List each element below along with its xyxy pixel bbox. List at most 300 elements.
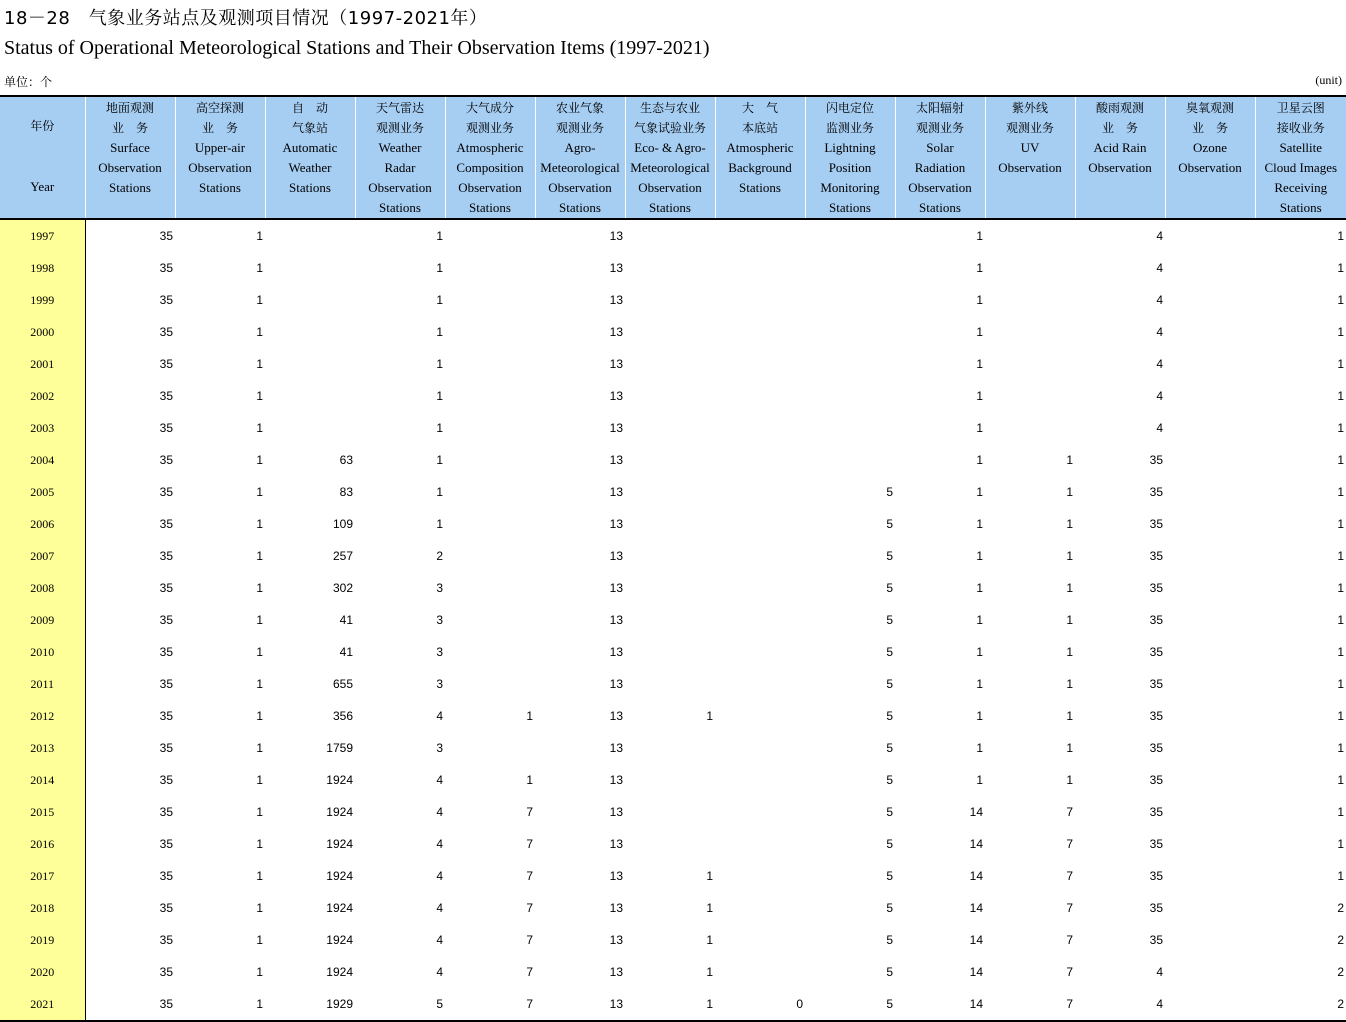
year-cell: 2004 [0, 444, 85, 476]
value-cell [1165, 412, 1255, 444]
value-cell: 1 [1255, 828, 1346, 860]
value-cell: 1 [175, 540, 265, 572]
value-cell [625, 412, 715, 444]
value-cell: 41 [265, 636, 355, 668]
value-cell: 1 [175, 252, 265, 284]
value-cell: 7 [985, 924, 1075, 956]
header-label-cn: 农业气象 观测业务 [536, 98, 625, 138]
value-cell [715, 956, 805, 988]
value-cell [625, 828, 715, 860]
value-cell: 1 [445, 764, 535, 796]
value-cell [715, 508, 805, 540]
value-cell [445, 668, 535, 700]
value-cell [265, 284, 355, 316]
table-row [0, 348, 1346, 380]
value-cell [715, 700, 805, 732]
value-cell: 35 [85, 764, 175, 796]
value-cell: 1 [895, 732, 985, 764]
table-body [0, 219, 1346, 1021]
value-cell: 1 [175, 412, 265, 444]
value-cell: 4 [1075, 284, 1165, 316]
value-cell: 0 [715, 988, 805, 1021]
value-cell: 1 [355, 284, 445, 316]
value-cell [805, 284, 895, 316]
year-cell: 2005 [0, 476, 85, 508]
value-cell: 35 [85, 604, 175, 636]
table-row [0, 316, 1346, 348]
value-cell [985, 380, 1075, 412]
value-cell: 2 [1255, 956, 1346, 988]
year-cell: 2006 [0, 508, 85, 540]
year-cell: 2003 [0, 412, 85, 444]
value-cell: 1 [985, 700, 1075, 732]
value-cell [1165, 796, 1255, 828]
value-cell [625, 668, 715, 700]
table-row [0, 732, 1346, 764]
header-col-7 [625, 96, 715, 219]
value-cell [985, 252, 1075, 284]
year-cell: 2011 [0, 668, 85, 700]
value-cell [715, 764, 805, 796]
value-cell: 4 [1075, 956, 1165, 988]
value-cell: 1 [355, 380, 445, 412]
value-cell: 13 [535, 252, 625, 284]
value-cell: 1 [895, 412, 985, 444]
value-cell [1165, 348, 1255, 380]
value-cell: 35 [85, 572, 175, 604]
value-cell: 7 [445, 860, 535, 892]
table-row [0, 284, 1346, 316]
value-cell [985, 219, 1075, 252]
value-cell: 1 [355, 348, 445, 380]
value-cell: 1 [1255, 732, 1346, 764]
value-cell: 1 [895, 604, 985, 636]
value-cell: 1 [985, 476, 1075, 508]
value-cell [715, 380, 805, 412]
value-cell: 7 [445, 828, 535, 860]
value-cell: 14 [895, 796, 985, 828]
value-cell: 1924 [265, 764, 355, 796]
value-cell [1165, 540, 1255, 572]
value-cell: 35 [85, 444, 175, 476]
value-cell: 5 [355, 988, 445, 1021]
value-cell [1165, 316, 1255, 348]
year-cell: 2009 [0, 604, 85, 636]
value-cell: 35 [85, 284, 175, 316]
table-header-row [0, 96, 1346, 219]
value-cell [1165, 476, 1255, 508]
year-cell: 2002 [0, 380, 85, 412]
value-cell: 1 [175, 860, 265, 892]
value-cell [445, 476, 535, 508]
value-cell: 13 [535, 700, 625, 732]
value-cell [715, 476, 805, 508]
value-cell: 35 [1075, 860, 1165, 892]
value-cell: 35 [1075, 508, 1165, 540]
unit-label-english: (unit) [1315, 73, 1342, 88]
value-cell: 63 [265, 444, 355, 476]
value-cell [1165, 700, 1255, 732]
year-cell: 2014 [0, 764, 85, 796]
value-cell: 4 [1075, 219, 1165, 252]
value-cell: 5 [805, 700, 895, 732]
header-col-1 [85, 96, 175, 219]
header-label-en: Acid Rain Observation [1076, 138, 1165, 178]
year-cell: 2015 [0, 796, 85, 828]
value-cell: 4 [1075, 412, 1165, 444]
year-cell: 1997 [0, 219, 85, 252]
value-cell [715, 732, 805, 764]
value-cell: 35 [1075, 476, 1165, 508]
value-cell: 1 [895, 700, 985, 732]
value-cell [715, 219, 805, 252]
value-cell: 7 [985, 988, 1075, 1021]
value-cell: 1 [1255, 476, 1346, 508]
value-cell: 1 [895, 444, 985, 476]
value-cell [715, 284, 805, 316]
value-cell [715, 636, 805, 668]
value-cell [1165, 508, 1255, 540]
year-cell: 2017 [0, 860, 85, 892]
value-cell: 1 [985, 444, 1075, 476]
value-cell: 13 [535, 412, 625, 444]
value-cell [985, 348, 1075, 380]
value-cell: 1 [1255, 380, 1346, 412]
value-cell: 1929 [265, 988, 355, 1021]
header-label-en: Lightning Position Monitoring Stations [806, 138, 895, 218]
value-cell: 13 [535, 892, 625, 924]
value-cell [715, 252, 805, 284]
value-cell: 14 [895, 988, 985, 1021]
table-row [0, 764, 1346, 796]
year-cell: 2018 [0, 892, 85, 924]
value-cell: 35 [85, 860, 175, 892]
value-cell: 4 [1075, 988, 1165, 1021]
value-cell [985, 316, 1075, 348]
value-cell: 1 [175, 316, 265, 348]
value-cell [625, 476, 715, 508]
header-label-cn: 紫外线 观测业务 [986, 98, 1075, 138]
value-cell: 302 [265, 572, 355, 604]
value-cell [625, 444, 715, 476]
value-cell: 35 [85, 348, 175, 380]
value-cell [625, 316, 715, 348]
value-cell: 13 [535, 988, 625, 1021]
value-cell [715, 892, 805, 924]
header-label-en: Upper-air Observation Stations [176, 138, 265, 198]
header-col-10 [895, 96, 985, 219]
value-cell: 1 [355, 508, 445, 540]
value-cell [1165, 956, 1255, 988]
value-cell: 35 [85, 700, 175, 732]
value-cell [1165, 572, 1255, 604]
value-cell: 4 [355, 828, 445, 860]
value-cell: 35 [85, 636, 175, 668]
value-cell: 1 [625, 924, 715, 956]
header-label-en: UV Observation [986, 138, 1075, 178]
year-cell: 2001 [0, 348, 85, 380]
header-label-cn: 生态与农业 气象试验业务 [626, 98, 715, 138]
value-cell [985, 412, 1075, 444]
value-cell: 14 [895, 924, 985, 956]
value-cell [265, 348, 355, 380]
value-cell: 35 [85, 732, 175, 764]
table-row [0, 508, 1346, 540]
year-cell: 2013 [0, 732, 85, 764]
year-cell: 2010 [0, 636, 85, 668]
value-cell: 1 [175, 380, 265, 412]
value-cell: 1 [625, 892, 715, 924]
header-label-en: Ozone Observation [1166, 138, 1255, 178]
header-label-cn: 酸雨观测 业 务 [1076, 98, 1165, 138]
value-cell [445, 604, 535, 636]
unit-label-chinese: 单位：个 [4, 73, 52, 90]
value-cell: 7 [445, 956, 535, 988]
value-cell: 1 [355, 219, 445, 252]
value-cell: 1 [895, 316, 985, 348]
header-col-11 [985, 96, 1075, 219]
table-row [0, 540, 1346, 572]
value-cell [625, 572, 715, 604]
value-cell [1165, 444, 1255, 476]
value-cell: 4 [355, 924, 445, 956]
value-cell [1165, 732, 1255, 764]
value-cell [715, 316, 805, 348]
value-cell [715, 828, 805, 860]
value-cell: 5 [805, 636, 895, 668]
value-cell: 1 [175, 444, 265, 476]
header-col-12 [1075, 96, 1165, 219]
value-cell: 1 [895, 508, 985, 540]
table-row [0, 476, 1346, 508]
value-cell [265, 219, 355, 252]
value-cell [445, 316, 535, 348]
header-label-en: Automatic Weather Stations [266, 138, 355, 198]
value-cell: 35 [1075, 668, 1165, 700]
value-cell: 1 [895, 284, 985, 316]
value-cell [715, 924, 805, 956]
value-cell [1165, 604, 1255, 636]
page-title-chinese: 18－28 气象业务站点及观测项目情况（1997-2021年） [4, 4, 487, 30]
value-cell: 2 [355, 540, 445, 572]
value-cell: 1 [1255, 412, 1346, 444]
value-cell: 35 [1075, 732, 1165, 764]
value-cell [805, 252, 895, 284]
value-cell: 13 [535, 444, 625, 476]
value-cell [625, 348, 715, 380]
value-cell [715, 668, 805, 700]
value-cell: 7 [445, 924, 535, 956]
value-cell: 5 [805, 668, 895, 700]
value-cell [1165, 252, 1255, 284]
value-cell: 1 [175, 796, 265, 828]
table-row [0, 988, 1346, 1021]
value-cell: 356 [265, 700, 355, 732]
value-cell: 35 [1075, 796, 1165, 828]
value-cell: 1 [355, 444, 445, 476]
header-label-cn: 大气成分 观测业务 [446, 98, 535, 138]
value-cell [805, 380, 895, 412]
value-cell: 1 [1255, 444, 1346, 476]
value-cell: 4 [355, 956, 445, 988]
table-row [0, 796, 1346, 828]
value-cell [445, 636, 535, 668]
year-cell: 2007 [0, 540, 85, 572]
value-cell: 35 [85, 476, 175, 508]
value-cell: 35 [85, 956, 175, 988]
value-cell: 5 [805, 828, 895, 860]
value-cell: 7 [445, 892, 535, 924]
value-cell: 35 [85, 252, 175, 284]
value-cell: 1 [1255, 219, 1346, 252]
value-cell [715, 412, 805, 444]
value-cell: 1 [895, 476, 985, 508]
value-cell: 1 [175, 764, 265, 796]
table-row [0, 604, 1346, 636]
value-cell: 1 [895, 348, 985, 380]
value-cell: 1924 [265, 828, 355, 860]
value-cell: 1 [625, 988, 715, 1021]
value-cell: 3 [355, 636, 445, 668]
value-cell [715, 348, 805, 380]
header-year-cn: 年份 [0, 117, 85, 134]
table-row [0, 828, 1346, 860]
table-row [0, 444, 1346, 476]
value-cell: 5 [805, 540, 895, 572]
year-cell: 1999 [0, 284, 85, 316]
value-cell: 1 [1255, 284, 1346, 316]
header-label-cn: 地面观测 业 务 [86, 98, 175, 138]
header-label-cn: 高空探测 业 务 [176, 98, 265, 138]
value-cell: 3 [355, 604, 445, 636]
header-label-cn: 大 气 本底站 [716, 98, 805, 138]
value-cell [715, 860, 805, 892]
value-cell: 1 [175, 700, 265, 732]
value-cell: 35 [1075, 604, 1165, 636]
value-cell: 13 [535, 348, 625, 380]
value-cell: 7 [445, 988, 535, 1021]
value-cell: 1 [1255, 572, 1346, 604]
value-cell: 13 [535, 732, 625, 764]
value-cell: 35 [1075, 444, 1165, 476]
value-cell: 14 [895, 892, 985, 924]
value-cell: 13 [535, 219, 625, 252]
table-row [0, 636, 1346, 668]
value-cell: 1 [1255, 316, 1346, 348]
value-cell: 2 [1255, 892, 1346, 924]
year-cell: 2008 [0, 572, 85, 604]
value-cell: 7 [985, 892, 1075, 924]
header-col-8 [715, 96, 805, 219]
value-cell [445, 444, 535, 476]
value-cell [625, 219, 715, 252]
header-year-en: Year [0, 179, 85, 195]
header-label-cn: 卫星云图 接收业务 [1256, 98, 1346, 138]
value-cell: 7 [985, 860, 1075, 892]
value-cell: 35 [1075, 700, 1165, 732]
value-cell [805, 412, 895, 444]
value-cell: 13 [535, 380, 625, 412]
value-cell [445, 284, 535, 316]
value-cell: 1 [175, 476, 265, 508]
value-cell: 35 [1075, 924, 1165, 956]
header-col-9 [805, 96, 895, 219]
value-cell: 13 [535, 476, 625, 508]
value-cell [445, 412, 535, 444]
value-cell: 14 [895, 860, 985, 892]
value-cell: 1 [355, 316, 445, 348]
value-cell: 4 [355, 700, 445, 732]
value-cell: 35 [85, 668, 175, 700]
value-cell: 1 [1255, 860, 1346, 892]
value-cell: 35 [85, 540, 175, 572]
value-cell: 1 [175, 219, 265, 252]
value-cell: 13 [535, 508, 625, 540]
value-cell: 5 [805, 924, 895, 956]
value-cell [1165, 284, 1255, 316]
value-cell: 13 [535, 284, 625, 316]
value-cell: 1 [175, 348, 265, 380]
header-col-6 [535, 96, 625, 219]
value-cell [625, 764, 715, 796]
value-cell: 1 [355, 476, 445, 508]
value-cell: 1 [625, 956, 715, 988]
header-label-en: Weather Radar Observation Stations [356, 138, 445, 218]
header-col-5 [445, 96, 535, 219]
value-cell: 13 [535, 316, 625, 348]
value-cell: 5 [805, 572, 895, 604]
value-cell: 1 [895, 668, 985, 700]
value-cell: 13 [535, 796, 625, 828]
value-cell: 35 [1075, 540, 1165, 572]
value-cell: 5 [805, 764, 895, 796]
table-row [0, 956, 1346, 988]
value-cell [265, 252, 355, 284]
header-label-en: Atmospheric Composition Observation Stations [446, 138, 535, 218]
value-cell: 13 [535, 764, 625, 796]
value-cell: 7 [985, 828, 1075, 860]
table-row [0, 668, 1346, 700]
value-cell [445, 732, 535, 764]
year-cell: 2021 [0, 988, 85, 1021]
value-cell: 1 [625, 700, 715, 732]
value-cell [715, 540, 805, 572]
value-cell: 1 [1255, 700, 1346, 732]
value-cell: 13 [535, 956, 625, 988]
value-cell [715, 444, 805, 476]
value-cell: 1 [625, 860, 715, 892]
value-cell: 1 [985, 636, 1075, 668]
value-cell: 1 [1255, 348, 1346, 380]
value-cell: 7 [445, 796, 535, 828]
value-cell: 1924 [265, 860, 355, 892]
value-cell: 1 [895, 764, 985, 796]
value-cell: 1 [175, 572, 265, 604]
value-cell [265, 380, 355, 412]
value-cell: 257 [265, 540, 355, 572]
value-cell: 1 [175, 956, 265, 988]
value-cell: 1 [985, 604, 1075, 636]
value-cell: 1 [175, 732, 265, 764]
value-cell: 1924 [265, 924, 355, 956]
value-cell: 5 [805, 732, 895, 764]
value-cell: 14 [895, 956, 985, 988]
value-cell [625, 508, 715, 540]
value-cell: 13 [535, 828, 625, 860]
value-cell [985, 284, 1075, 316]
year-cell: 2012 [0, 700, 85, 732]
table-row [0, 892, 1346, 924]
